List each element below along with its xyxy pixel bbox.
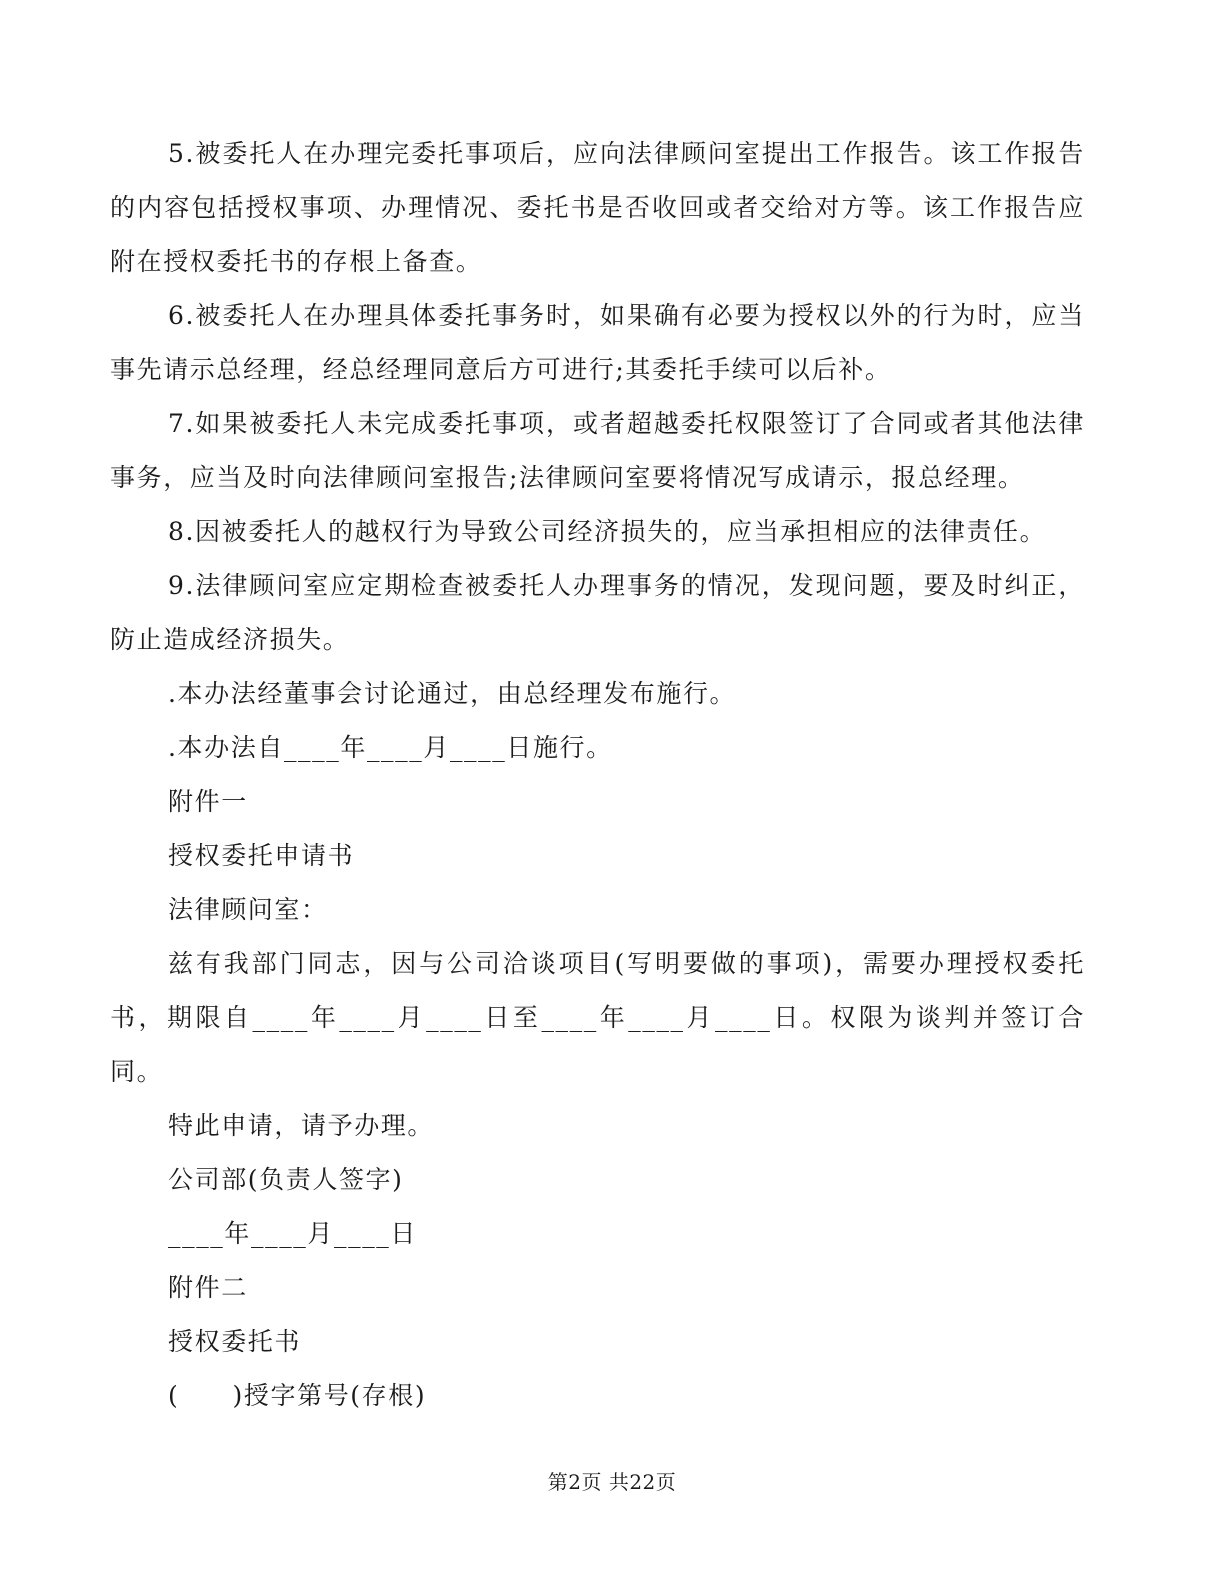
clause-9: 9.法律顾问室应定期检查被委托人办理事务的情况，发现问题，要及时纠正，防止造成经济损失。: [110, 571, 1085, 654]
clause-effective-date: .本办法自____年____月____日施行。: [168, 733, 613, 762]
clause-approval: .本办法经董事会讨论通过，由总经理发布施行。: [168, 679, 737, 708]
application-signature: 公司部(负责人签字): [168, 1165, 404, 1194]
attachment-1-heading: 附件一: [168, 787, 248, 816]
application-title: 授权委托申请书: [168, 841, 355, 870]
document-body: [110, 127, 1085, 1423]
application-body: 兹有我部门同志，因与公司洽谈项目(写明要做的事项)，需要办理授权委托书，期限自____年____月____日至____年____月____日。权限为谈判并签订合同。: [110, 949, 1085, 1086]
page-number: 第2页 共22页: [547, 1470, 677, 1494]
power-of-attorney-title: 授权委托书: [168, 1327, 302, 1356]
clause-5: 5.被委托人在办理完委托事项后，应向法律顾问室提出工作报告。该工作报告的内容包括授权事项、办理情况、委托书是否收回或者交给对方等。该工作报告应附在授权委托书的存根上备查。: [110, 139, 1085, 276]
clause-7: 7.如果被委托人未完成委托事项，或者超越委托权限签订了合同或者其他法律事务，应当及时向法律顾问室报告;法律顾问室要将情况写成请示，报总经理。: [110, 409, 1085, 492]
application-addressee: 法律顾问室：: [168, 895, 328, 924]
power-of-attorney-number: ( )授字第号(存根): [168, 1381, 427, 1410]
application-date: ____年____月____日: [168, 1219, 418, 1248]
clause-6: 6.被委托人在办理具体委托事务时，如果确有必要为授权以外的行为时，应当事先请示总经理，经总经理同意后方可进行;其委托手续可以后补。: [110, 301, 1085, 384]
clause-8: 8.因被委托人的越权行为导致公司经济损失的，应当承担相应的法律责任。: [168, 517, 1047, 546]
attachment-2-heading: 附件二: [168, 1273, 248, 1302]
application-closing: 特此申请，请予办理。: [168, 1111, 435, 1140]
